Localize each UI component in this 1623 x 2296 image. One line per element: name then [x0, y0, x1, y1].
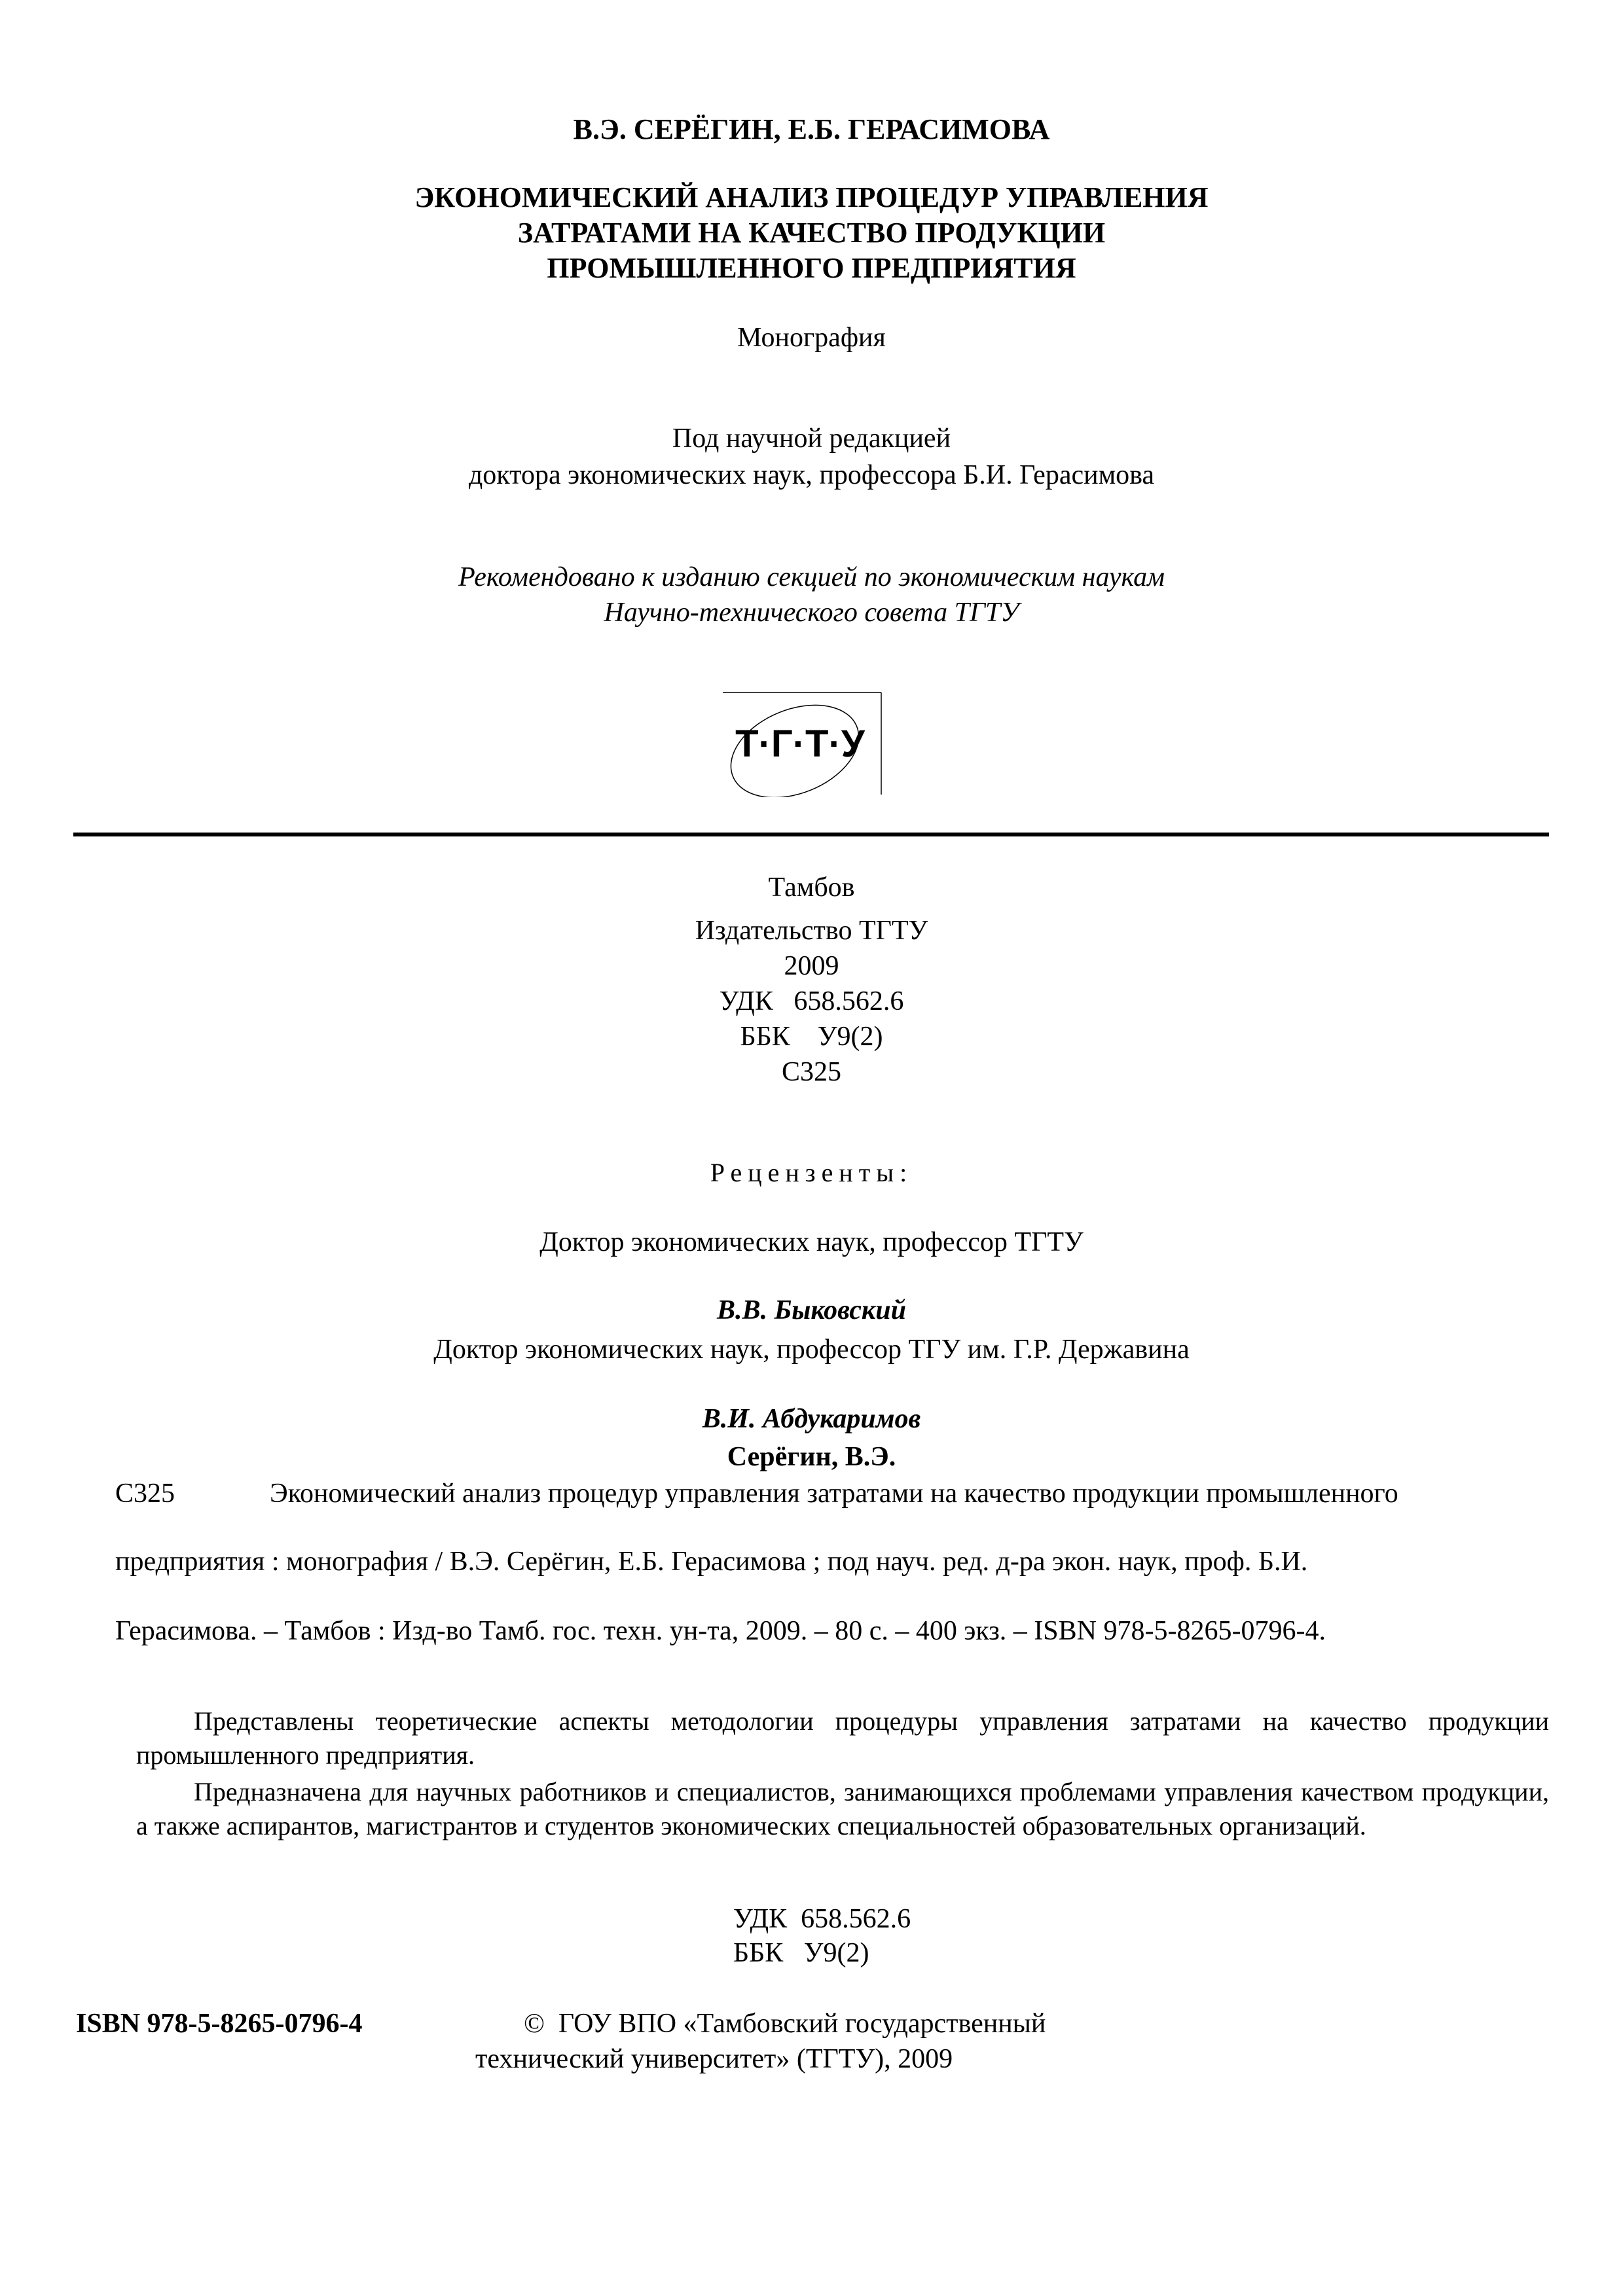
copyright-line-2: технический университет» (ТГТУ), 2009 — [475, 2044, 953, 2074]
tgtu-logo-icon — [710, 686, 893, 797]
catalog-author: Серёгин, В.Э. — [727, 1442, 896, 1472]
imprint-code: С325 — [781, 1057, 841, 1087]
imprint-bbk: ББК У9(2) — [740, 1022, 883, 1052]
catalog-line-2: предприятия : монография / В.Э. Серёгин, Е.Б. Герасимова ; под науч. ред. д-ра экон. наук, проф. Б.И. — [115, 1547, 1308, 1577]
reviewer-2-name: В.И. Абдукаримов — [702, 1404, 921, 1434]
authors: В.Э. СЕРЁГИН, Е.Б. ГЕРАСИМОВА — [573, 113, 1050, 145]
reviewer-2-position: Доктор экономических наук, профессор ТГУ им. Г.Р. Державина — [433, 1335, 1190, 1365]
bottom-udk: УДК 658.562.6 — [733, 1904, 911, 1934]
book-title-line-3: ПРОМЫШЛЕННОГО ПРЕДПРИЯТИЯ — [547, 252, 1076, 284]
imprint-udk: УДК 658.562.6 — [719, 986, 904, 1016]
imprint-publisher: Издательство ТГТУ — [695, 916, 928, 946]
book-title-line-2: ЗАТРАТАМИ НА КАЧЕСТВО ПРОДУКЦИИ — [517, 217, 1106, 249]
genre: Монография — [737, 323, 886, 353]
catalog-code: С325 — [115, 1479, 175, 1509]
copyright-line-1: © ГОУ ВПО «Тамбовский государственный — [524, 2009, 1046, 2039]
recommended-line-1: Рекомендовано к изданию секцией по экономическим наукам — [458, 562, 1165, 592]
imprint-city: Тамбов — [768, 872, 855, 903]
tgtu-logo-text: Т·Г·Т·У — [735, 723, 865, 765]
annotation-paragraph-2: Предназначена для научных работников и специалистов, занимающихся проблемами управления качеством продукции, а также аспирантов, магистрантов и студентов экономических специальностей образовательных организаций. — [136, 1777, 1549, 1840]
reviewer-1-name: В.В. Быковский — [717, 1295, 906, 1325]
imprint-year: 2009 — [784, 951, 839, 981]
catalog-line-3: Герасимова. – Тамбов : Изд-во Тамб. гос. техн. ун-та, 2009. – 80 с. – 400 экз. – ISBN 978-5-8265-0796-4. — [115, 1616, 1326, 1646]
book-title-line-1: ЭКОНОМИЧЕСКИЙ АНАЛИЗ ПРОЦЕДУР УПРАВЛЕНИЯ — [414, 181, 1209, 213]
page-divider — [73, 833, 1549, 836]
annotation-paragraph-1: Представлены теоретические аспекты методологии процедуры управления затратами на качество продукции промышленного предприятия. — [136, 1706, 1549, 1770]
reviewer-1-position: Доктор экономических наук, профессор ТГТУ — [539, 1227, 1084, 1257]
editor-line-1: Под научной редакцией — [672, 423, 951, 454]
reviewers-heading: Рецензенты: — [710, 1158, 913, 1187]
editor-line-2: доктора экономических наук, профессора Б.И. Герасимова — [468, 460, 1155, 490]
isbn: ISBN 978-5-8265-0796-4 — [76, 2009, 363, 2039]
bottom-bbk: ББК У9(2) — [733, 1938, 869, 1968]
catalog-line-1: Экономический анализ процедур управления затратами на качество продукции промышленного — [270, 1479, 1398, 1509]
recommended-line-2: Научно-технического совета ТГТУ — [604, 598, 1019, 628]
